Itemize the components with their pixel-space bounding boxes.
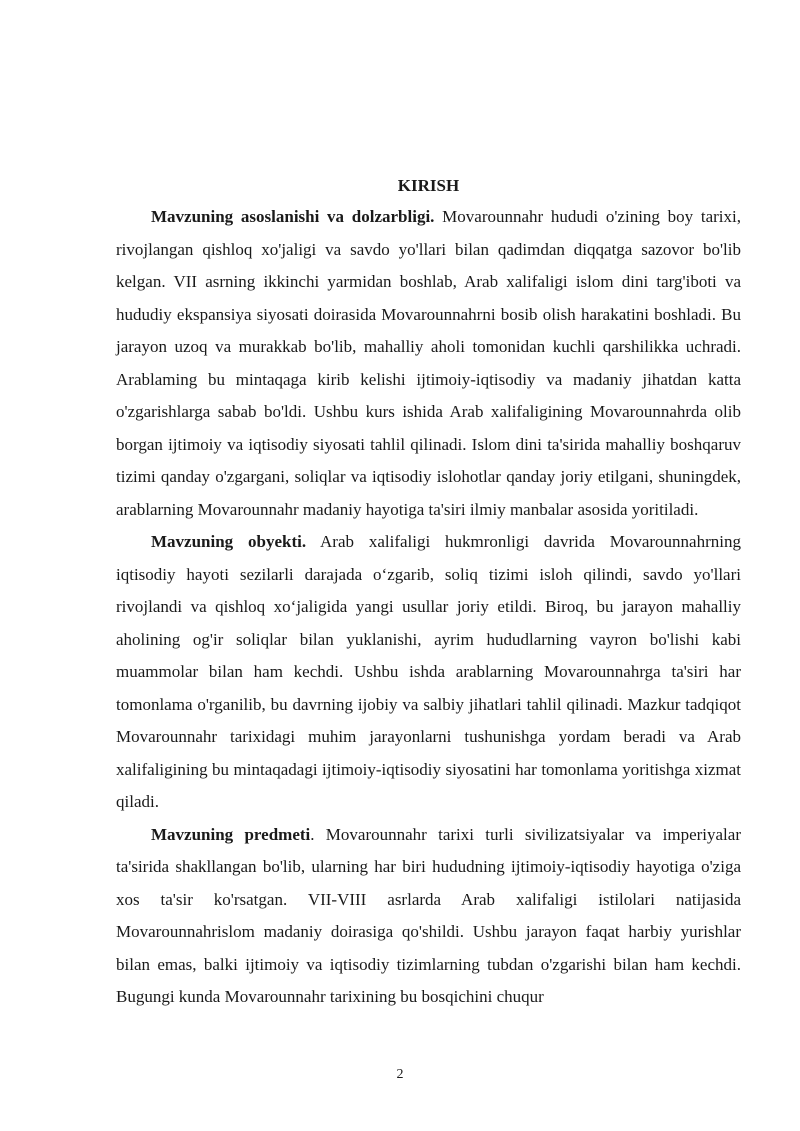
page-title: KIRISH [397,176,460,195]
paragraph-subject [116,819,741,1014]
paragraph-lead: Mavzuning predmeti [151,824,311,844]
paragraph-lead: Mavzuning obyekti. [151,532,307,551]
paragraph-body: Arab xalifaligi hukmronligi davrida Movarounnahrning iqtisodiy hayoti sezilarli darajada o‘zgarib, soliq tizimi isloh qilindi, savdo yo'llari rivojlandi va qishloq xo‘jaligida yangi usullar joriy etildi. Biroq, bu jarayon mahalliy aholining og'ir soliqlar bilan yuklanishi, ayrim hududlarning vayron bo'lishi kabi muammolar bilan ham kechdi. Ushbu ishda arablarning Movarounnahrga ta'siri har tomonlama o'rganilib, bu davrning ijobiy va salbiy jihatlari tahlil qilinadi. Mazkur tadqiqot Movarounnahr tarixidagi muhim jarayonlarni tushunishga yordam beradi va Arab xalifaligining bu mintaqadagi ijtimoiy-iqtisodiy siyosatini har tomonlama yoritishga xizmat qiladi. [116,532,741,811]
page-number: 2 [396,1067,404,1082]
paragraph-body: Movarounnahr hududi o'zining boy tarixi, rivojlangan qishloq xo'jaligi va savdo yo'llari bilan qadimdan diqqatga sazovor bo'lib kelgan. VII asrning ikkinchi yarmidan boshlab, Arab xalifaligi islom dini targ'iboti va hududiy ekspansiya siyosati doirasida Movarounnahrni bosib olish harakatini boshladi. Bu jarayon uzoq va murakkab bo'lib, mahalliy aholi tomonidan kuchli qarshilikka uchradi. Arablaming bu mintaqaga kirib kelishi ijtimoiy-iqtisodiy va madaniy jihatdan katta o'zgarishlarga sabab bo'ldi. Ushbu kurs ishida Arab xalifaligining Movarounnahrda olib borgan ijtimoiy va iqtisodiy siyosati tahlil qilinadi. Islom dini ta'sirida mahalliy boshqaruv tizimi qanday o'zgargani, soliqlar va iqtisodiy islohotlar qanday joriy etilgani, shuningdek, arablarning Movarounnahr madaniy hayotiga ta'siri ilmiy manbalar asosida yoritiladi. [116,207,742,519]
paragraph-object [116,526,741,819]
paragraph-relevance [116,201,741,526]
paragraph-lead: Mavzuning asoslanishi va dolzarbligi. [151,207,435,226]
page-content [116,173,741,1014]
paragraph-body: . Movarounnahr tarixi turli sivilizatsiyalar va imperiyalar ta'sirida shakllangan bo'lib, ularning har biri hududning ijtimoiy-iqtisodiy hayotiga o'ziga xos ta'sir ko'rsatgan. VII-VIII asrlarda Arab xalifaligi istilolari natijasida Movarounnahrislom madaniy doirasiga qo'shildi. Ushbu jarayon faqat harbiy yurishlar bilan emas, balki ijtimoiy va iqtisodiy tizimlarning tubdan o'zgarishi bilan ham kechdi. Bugungi kunda Movarounnahr tarixining bu bosqichini chuqur [116,824,741,1006]
